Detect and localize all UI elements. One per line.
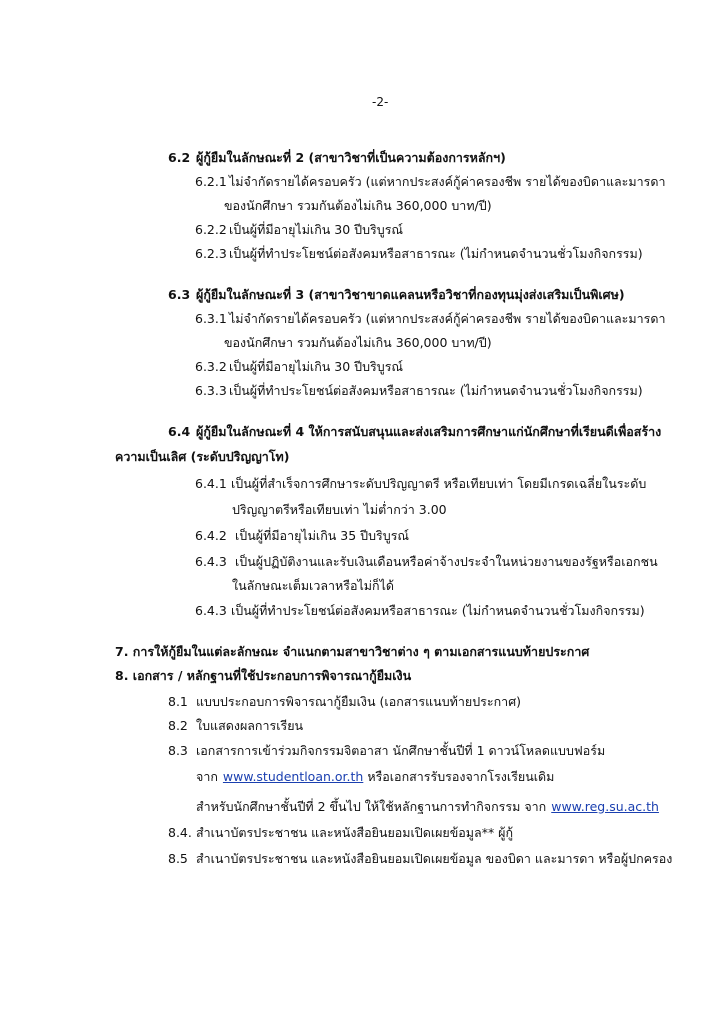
item-number: 6.4.1 [195,476,227,491]
item-number: 8.3 [168,743,188,758]
heading-text: ผู้กู้ยืมในลักษณะที่ 3 (สาขาวิชาขาดแคลนหรือวิชาที่กองทุนมุ่งส่งเสริมเป็นพิเศษ) [196,287,625,302]
item-6-3-1 [195,313,666,326]
item-number: 6.4.3 [195,554,227,569]
item-text: เป็นผู้ที่ทำประโยชน์ต่อสังคมหรือสาธารณะ (ไม่กำหนดจำนวนชั่วโมงกิจกรรม) [231,603,645,618]
heading-6-3 [168,289,625,302]
item-text: เป็นผู้ที่มีอายุไม่เกิน 30 ปีบริบูรณ์ [229,359,403,374]
item-8-5 [168,853,672,866]
heading-6-4 [168,426,661,439]
item-text: เป็นผู้ที่ทำประโยชน์ต่อสังคมหรือสาธารณะ (ไม่กำหนดจำนวนชั่วโมงกิจกรรม) [229,246,643,261]
item-6-3-1-continued: ของนักศึกษา รวมกันต้องไม่เกิน 360,000 บาท/ปี) [224,335,492,350]
item-8-3-line2 [196,771,554,784]
item-8-3-line3-text: สำหรับนักศึกษาชั้นปีที่ 2 ขึ้นไป ให้ใช้หลักฐานการทำกิจกรรม จาก [196,799,547,814]
item-6-3-3 [195,385,643,398]
item-6-4-2 [195,530,409,543]
from-label: จาก [196,769,218,784]
item-text: สำเนาบัตรประชาชน และหนังสือยินยอมเปิดเผยข้อมูล ของบิดา และมารดา หรือผู้ปกครอง [196,851,673,866]
item-8-3 [168,745,605,758]
item-6-4-3-continued: ในลักษณะเต็มเวลาหรือไม่ก็ได้ [232,578,394,593]
item-number: 6.2.1 [195,174,227,189]
item-6-3-2 [195,361,403,374]
item-8-2 [168,720,303,733]
item-text: สำเนาบัตรประชาชน และหนังสือยินยอมเปิดเผยข้อมูล** ผู้กู้ [196,825,514,840]
item-6-2-1 [195,176,666,189]
heading-number: 6.2 [168,150,191,165]
item-8-3-line2-suffix: หรือเอกสารรับรองจากโรงเรียนเดิม [367,769,555,784]
heading-6-2 [168,152,506,165]
heading-number: 6.4 [168,424,191,439]
item-number: 6.3.2 [195,359,227,374]
item-text: เป็นผู้ที่สำเร็จการศึกษาระดับปริญญาตรี หรือเทียบเท่า โดยมีเกรดเฉลี่ยในระดับ [231,476,647,491]
item-number: 6.4.3 [195,603,227,618]
reg-su-link[interactable]: www.reg.su.ac.th [551,799,659,814]
item-6-2-2 [195,224,403,237]
item-number: 6.2.2 [195,222,227,237]
item-text: เป็นผู้ปฏิบัติงานและรับเงินเดือนหรือค่าจ้างประจำในหน่วยงานของรัฐหรือเอกชน [235,554,658,569]
heading-6-4-continued: ความเป็นเลิศ (ระดับปริญญาโท) [115,449,290,464]
item-text: ไม่จำกัดรายได้ครอบครัว (แต่หากประสงค์กู้ค่าครองชีพ รายได้ของบิดาและมารดา [229,174,666,189]
item-8-1 [168,696,521,709]
heading-text: ผู้กู้ยืมในลักษณะที่ 4 ให้การสนับสนุนและส่งเสริมการศึกษาแก่นักศึกษาที่เรียนดีเพื่อสร้าง [196,424,662,439]
item-6-4-1 [195,478,646,491]
item-text: เอกสารการเข้าร่วมกิจกรรมจิตอาสา นักศึกษาชั้นปีที่ 1 ดาวน์โหลดแบบฟอร์ม [196,743,606,758]
item-6-2-3 [195,248,643,261]
section-8-heading: 8. เอกสาร / หลักฐานที่ใช้ประกอบการพิจารณากู้ยืมเงิน [115,668,412,683]
item-text: เป็นผู้ที่มีอายุไม่เกิน 35 ปีบริบูรณ์ [235,528,409,543]
item-number: 6.3.1 [195,311,227,326]
item-number: 8.1 [168,694,188,709]
item-number: 6.3.3 [195,383,227,398]
item-number: 6.2.3 [195,246,227,261]
item-number: 8.2 [168,718,188,733]
item-8-3-line3 [196,801,659,814]
item-text: ไม่จำกัดรายได้ครอบครัว (แต่หากประสงค์กู้ค่าครองชีพ รายได้ของบิดาและมารดา [229,311,666,326]
studentloan-link[interactable]: www.studentloan.or.th [222,769,364,784]
item-text: ใบแสดงผลการเรียน [196,718,304,733]
item-text: เป็นผู้ที่ทำประโยชน์ต่อสังคมหรือสาธารณะ (ไม่กำหนดจำนวนชั่วโมงกิจกรรม) [229,383,643,398]
item-number: 8.5 [168,851,188,866]
item-number: 8.4. [168,825,192,840]
item-6-2-1-continued: ของนักศึกษา รวมกันต้องไม่เกิน 360,000 บาท/ปี) [224,198,492,213]
item-text: แบบประกอบการพิจารณากู้ยืมเงิน (เอกสารแนบท้ายประกาศ) [196,694,522,709]
section-7-heading: 7. การให้กู้ยืมในแต่ละลักษณะ จำแนกตามสาขาวิชาต่าง ๆ ตามเอกสารแนบท้ายประกาศ [115,644,590,659]
item-number: 6.4.2 [195,528,227,543]
page-number: -2- [372,95,389,109]
item-text: เป็นผู้ที่มีอายุไม่เกิน 30 ปีบริบูรณ์ [229,222,403,237]
item-6-4-3 [195,556,658,569]
item-6-4-3b [195,605,645,618]
heading-text: ผู้กู้ยืมในลักษณะที่ 2 (สาขาวิชาที่เป็นความต้องการหลักฯ) [196,150,506,165]
item-8-4 [168,827,513,840]
heading-number: 6.3 [168,287,191,302]
item-6-4-1-continued: ปริญญาตรีหรือเทียบเท่า ไม่ต่ำกว่า 3.00 [232,502,447,517]
